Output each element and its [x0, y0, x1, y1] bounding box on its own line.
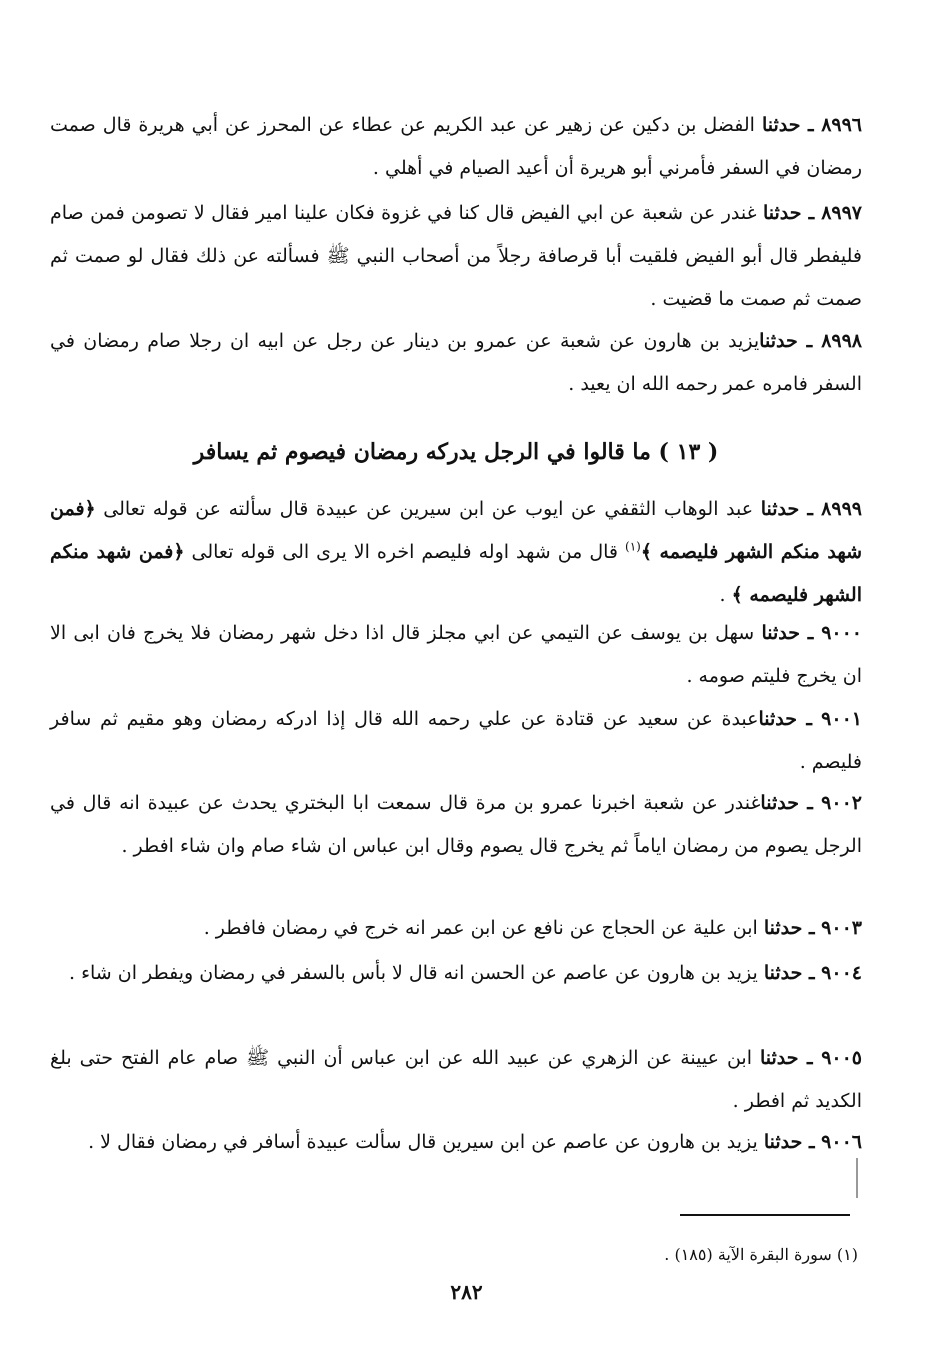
hadith-entry-8999: [50, 488, 862, 617]
hadith-lead: حدثنا: [759, 1047, 799, 1069]
hadith-number: ٩٠٠٥: [821, 1047, 863, 1069]
hadith-lead: حدثنا: [760, 498, 800, 520]
hadith-entry-9006: [50, 1121, 862, 1164]
hadith-dash: ـ: [802, 1131, 822, 1153]
hadith-text: يزيد بن هارون عن شعبة عن عمرو بن دينار عن رجل عن ابيه ان رجلا صام رمضان في السفر فامره عمر رحمه الله ان يعيد .: [50, 330, 862, 395]
hadith-number: ٩٠٠٣: [821, 917, 862, 939]
hadith-dash: ـ: [800, 114, 822, 136]
hadith-text: عبد الوهاب الثقفي عن ايوب عن ابن سيرين عن عبيدة قال سألته عن قوله تعالى: [95, 498, 761, 520]
hadith-text: غندر عن شعبة اخبرنا عمرو بن مرة قال سمعت ابا البختري يحدث عن عبيدة انه قال في الرجل يصوم من رمضان اياماً ثم يخرج قال يصوم وقال ابن عباس ان شاء صام وان شاء افطر .: [50, 792, 862, 857]
section-heading: ( ١٣ ) ما قالوا في الرجل يدركه رمضان فيصوم ثم يسافر: [193, 439, 719, 465]
hadith-dash: ـ: [799, 622, 822, 644]
hadith-entry-9000: [50, 612, 862, 698]
margin-mark: [856, 1158, 858, 1198]
hadith-number: ٩٠٠١: [821, 708, 862, 730]
hadith-entry-9004: [50, 952, 862, 995]
hadith-number: ٨٩٩٧: [821, 202, 863, 224]
hadith-dash: ـ: [798, 792, 822, 814]
hadith-entry-8996: [50, 104, 862, 190]
hadith-dash: ـ: [802, 917, 822, 939]
hadith-text: عبدة عن سعيد عن قتادة عن علي رحمه الله قال إذا ادركه رمضان وهو مقيم ثم سافر فليصم .: [50, 708, 862, 773]
hadith-lead: حدثنا: [760, 792, 799, 814]
hadith-lead: حدثنا: [763, 1131, 803, 1153]
hadith-text: يزيد بن هارون عن عاصم عن الحسن انه قال لا بأس بالسفر في رمضان ويفطر ان شاء .: [68, 962, 764, 984]
hadith-entry-9002: [50, 782, 862, 868]
hadith-lead: حدثنا: [763, 962, 803, 984]
hadith-text: ابن عيينة عن الزهري عن عبيد الله عن ابن عباس أن النبي ﷺ صام عام الفتح حتى بلغ الكديد ثم افطر .: [50, 1047, 862, 1112]
hadith-text: قال من شهد اوله فليصم اخره الا يرى الى قوله تعالى: [184, 541, 626, 563]
hadith-entry-8998: [50, 320, 862, 406]
hadith-text: سهل بن يوسف عن التيمي عن ابي مجلز قال اذا دخل شهر رمضان فلا يخرج فان ابى الا ان يخرج فليتم صومه .: [50, 622, 862, 687]
hadith-number: ٨٩٩٨: [821, 330, 863, 352]
page-number: ٢٨٢: [450, 1280, 483, 1304]
hadith-lead: حدثنا: [761, 114, 801, 136]
hadith-number: ٨٩٩٩: [821, 498, 862, 520]
footnote-marker: (١): [625, 539, 641, 554]
hadith-entry-9001: [50, 698, 862, 784]
hadith-text: الفضل بن دكين عن زهير عن عبد الكريم عن عطاء عن المحرز عن أبي هريرة قال صمت رمضان في السفر فأمرني أبو هريرة أن أعيد الصيام في أهلي .: [50, 114, 862, 179]
hadith-dash: ـ: [797, 330, 822, 352]
hadith-number: ٩٠٠٦: [821, 1131, 862, 1153]
hadith-text: يزيد بن هارون عن عاصم عن ابن سيرين قال سألت عبيدة أسافر في رمضان فقال لا .: [88, 1131, 764, 1153]
hadith-dash: ـ: [797, 708, 822, 730]
hadith-dash: ـ: [799, 498, 822, 520]
quran-quote: ﴿فمن شهد منكم الشهر فليصمه ﴾: [50, 498, 862, 563]
hadith-number: ٩٠٠٤: [821, 962, 862, 984]
hadith-number: ٨٩٩٦: [821, 114, 863, 136]
hadith-lead: حدثنا: [761, 622, 800, 644]
hadith-lead: حدثنا: [758, 708, 798, 730]
hadith-dash: ـ: [801, 202, 822, 224]
hadith-entry-9003: [50, 907, 862, 950]
hadith-text: غندر عن شعبة عن ابي الفيض قال كنا في غزوة فكان علينا امير فقال لا تصومن فمن صام فليفطر قال أبو الفيض فلقيت أبا قرصافة رجلاً من أصحاب النبي ﷺ فسألته عن ذلك فقال لو صمت ثم صمت ثم صمت ما قضيت .: [50, 202, 862, 310]
hadith-number: ٩٠٠٢: [821, 792, 862, 814]
hadith-lead: حدثنا: [763, 202, 802, 224]
hadith-entry-9005: [50, 1037, 862, 1123]
footnote: (١) سورة البقرة الآية (١٨٥) .: [664, 1245, 858, 1264]
hadith-entry-8997: [50, 192, 862, 321]
hadith-dash: ـ: [802, 962, 822, 984]
hadith-dash: ـ: [798, 1047, 822, 1069]
footnote-divider: [680, 1214, 850, 1216]
hadith-lead: حدثنا: [759, 330, 798, 352]
hadith-text: .: [719, 584, 732, 606]
hadith-text: ابن علية عن الحجاج عن نافع عن ابن عمر انه خرج في رمضان فافطر .: [203, 917, 764, 939]
hadith-number: ٩٠٠٠: [821, 622, 863, 644]
hadith-lead: حدثنا: [763, 917, 803, 939]
quran-quote: ﴿فمن شهد منكم الشهر فليصمه ﴾: [50, 541, 862, 606]
